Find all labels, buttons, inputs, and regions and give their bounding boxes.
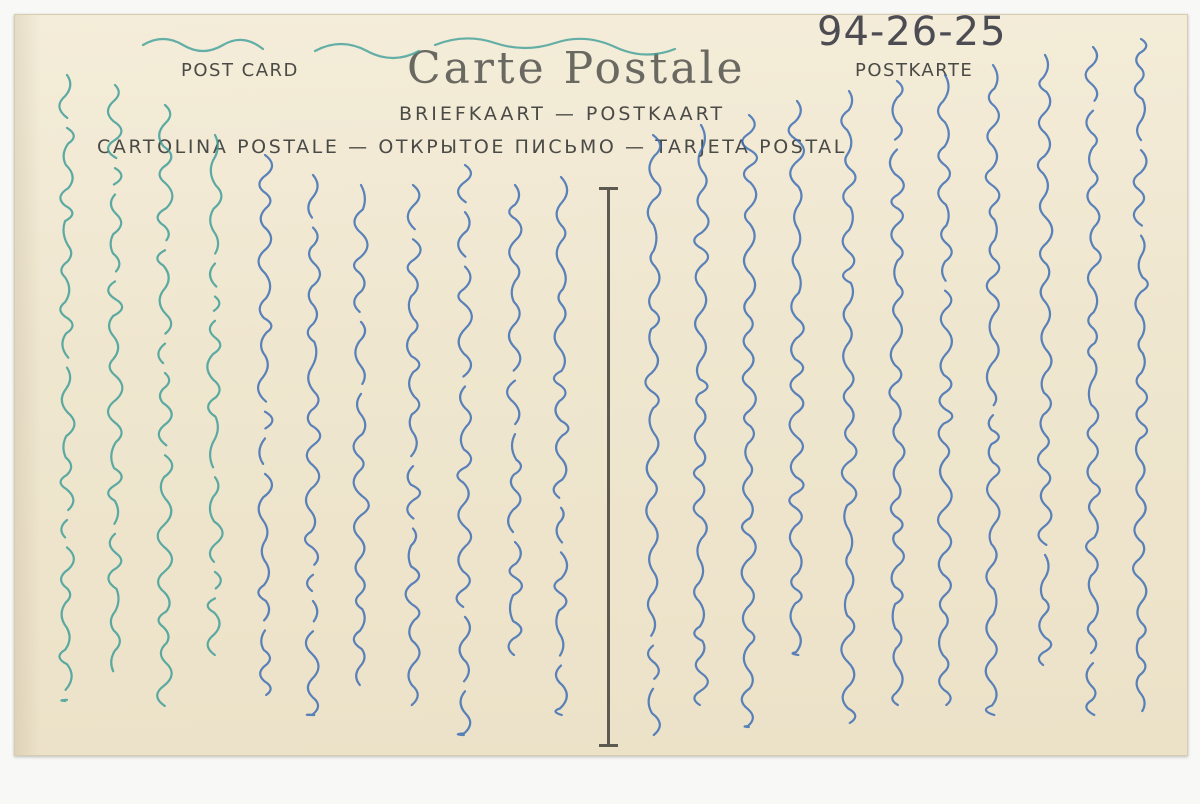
- handwriting-line-9: [742, 115, 757, 727]
- handwriting-line-2: [1086, 47, 1101, 715]
- handwriting-line-21: [108, 85, 122, 681]
- heading-multilingual-line: CARTOLINA POSTALE — ОТКРЫТОЕ ПИСЬМО — TARJETA POSTAL: [97, 136, 847, 158]
- handwriting-line-10: [694, 125, 709, 715]
- heading-briefkaart-postkaart: BRIEFKAART — POSTKAART: [399, 103, 726, 125]
- handwriting-line-7: [841, 91, 856, 723]
- heading-carte-postale: Carte Postale: [407, 43, 746, 94]
- handwriting-line-11: [645, 135, 660, 735]
- handwriting-header-scribble: [143, 38, 675, 58]
- handwriting-line-15: [406, 185, 421, 705]
- heading-post-card: POST CARD: [181, 60, 299, 81]
- postcard-back: [14, 14, 1188, 756]
- handwriting-line-22: [59, 75, 74, 701]
- handwriting-line-19: [207, 135, 222, 655]
- handwriting-line-14: [457, 165, 472, 735]
- handwriting-line-1: [1133, 39, 1148, 711]
- handwriting-line-4: [986, 65, 1000, 715]
- handwriting-line-12: [554, 177, 569, 715]
- handwriting-line-13: [507, 185, 522, 655]
- handwriting-line-16: [354, 185, 369, 685]
- handwritten-message-illustration: [15, 15, 1187, 755]
- handwriting-line-20: [157, 105, 172, 716]
- handwriting-line-5: [938, 75, 952, 705]
- handwriting-line-8: [789, 101, 804, 655]
- heading-postkarte: POSTKARTE: [855, 60, 974, 81]
- handwriting-line-17: [305, 175, 320, 715]
- handwritten-reference-number: 94-26-25: [817, 14, 1007, 55]
- handwriting-line-18: [258, 155, 272, 705]
- handwriting-line-3: [1038, 55, 1052, 665]
- handwriting-line-6: [889, 81, 904, 705]
